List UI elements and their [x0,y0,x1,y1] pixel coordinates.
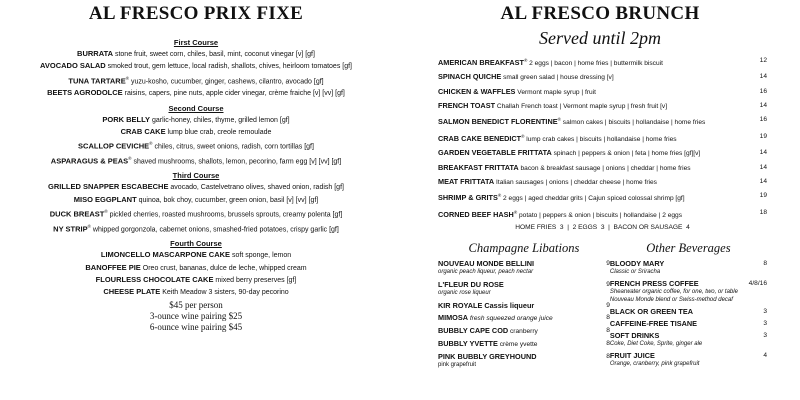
item-desc: whipped gorgonzola, cabernet onions, smashed-fried potatoes, crispy garlic [gf] [92,225,339,233]
brunch-item: AMERICAN BREAKFAST® 2 eggs | bacon | home fries | buttermilk biscuit 12 [438,54,767,70]
item-desc: Shearwater organic coffee, for one, two, or table [609,289,738,296]
item-desc: Vermont maple syrup | fruit [517,88,596,96]
item-price: 3 [763,320,767,328]
item-price: 16 [759,87,767,95]
brunch-item [438,146,767,160]
item-name: CHICKEN & WAFFLES [438,86,516,96]
menu-item: DUCK BREAST® pickled cherries, roasted mushrooms, brussels sprouts, creamy polenta [gf] [49,208,343,219]
item-name: CAFFEINE-FREE TISANE [609,319,698,329]
item-price: 9 [606,281,610,289]
item-name: FLOURLESS CHOCOLATE CAKE [95,274,214,284]
menu-item: NY STRIP® whipped gorgonzola, cabernet onions, smashed-fried potatoes, crispy garlic [gf] [53,223,339,233]
item-desc: 2 eggs | bacon | home fries | buttermilk biscuit [529,60,663,68]
item-name: PORK BELLY [102,114,151,124]
item-price: 8 [606,353,610,361]
item-price: 19 [759,192,767,200]
drink-item [610,259,767,276]
brunch-menu [400,0,800,400]
drink-item [438,339,610,349]
item-desc-2: Nouveau Monde blend or Swiss-method decaf [609,297,733,304]
item-name: KIR ROYALE Cassis liqueur [438,301,535,311]
brunch-item [438,161,767,175]
item-name: FRUIT JUICE [609,351,655,361]
item-desc: Orange, cranberry, pink grapefruit [609,361,700,368]
menu-item: ASPARAGUS & PEAS® shaved mushrooms, shallots, lemon, pecorino, farm egg [v] [vv] [gf] [50,155,342,166]
item-name: BUBBLY YVETTE [438,339,498,349]
item-name: BLACK OR GREEN TEA [609,307,693,317]
item-desc: pickled cherries, roasted mushrooms, brussels sprouts, creamy polenta [gf] [109,211,343,219]
item-name: AVOCADO SALAD [40,61,106,71]
brunch-subtitle: Served until 2pm [539,28,661,48]
item-desc: bacon & breakfast sausage | onions | cheddar | home fries [520,164,691,172]
item-name: DUCK BREAST [49,209,105,219]
price-per-person: $45 per person [169,300,223,311]
drink-item [610,351,767,368]
champagne-title: Champagne Libations [468,241,580,256]
drink-item [438,352,610,370]
item-desc: potato | peppers & onion | biscuits | hollandaise | 2 eggs [518,211,682,219]
item-name: AMERICAN BREAKFAST [438,58,524,68]
item-price: 8 [606,314,610,322]
item-price: 9 [606,260,610,268]
drink-item [438,280,610,298]
item-desc: stone fruit, sweet corn, chiles, basil, mint, coconut vinegar [v] [gf] [114,51,315,58]
item-price: 8 [606,340,610,348]
item-name: CORNED BEEF HASH [438,209,514,219]
item-name: GRILLED SNAPPER ESCABECHE [48,182,169,192]
item-name: CHEESE PLATE [103,287,161,297]
item-name: BREAKFAST FRITTATA [438,162,519,172]
brunch-item: CRAB CAKE BENEDICT® lump crab cakes | biscuits | hollandaise | home fries 19 [438,130,767,146]
menu-item [0,114,392,126]
item-name: BLOODY MARY [609,259,665,269]
item-desc: soft sponge, lemon [231,252,292,260]
item-name: BANOFFEE PIE [85,262,141,272]
item-desc: salmon cakes | biscuits | hollandaise | home fries [562,119,706,127]
item-name: CRAB CAKE [120,126,166,136]
item-name: SCALLOP CEVICHE [78,141,150,151]
item-desc: mixed berry preserves [gf] [215,276,297,284]
course-second [0,103,392,168]
item-price: 4/8/16 [748,280,767,288]
item-name: CRAB CAKE BENEDICT [438,134,522,144]
item-desc: Keith Meadow 3 sisters, 90-day pecorino [162,289,289,297]
menu-item [0,48,392,60]
item-desc: avocado, Castelvetrano olives, shaved onion, radish [gf] [170,184,344,192]
drink-item [610,319,767,328]
item-desc: lump crab cakes | biscuits | hollandaise | home fries [526,136,677,144]
item-desc: Oreo crust, bananas, dulce de leche, whipped cream [142,264,307,272]
course-first [0,37,392,100]
item-inline-desc: crème yvette [499,341,538,349]
item-price: 8 [763,260,767,268]
menu-item [0,249,392,261]
menu-item [0,87,392,99]
item-name: BURRATA [77,49,114,58]
brunch-item [438,70,767,84]
menu-item [0,194,392,206]
item-price: 18 [759,208,767,216]
brunch-item: SHRIMP & GRITS® 2 eggs | aged cheddar grits | Cajun spiced colossal shrimp [gf] 19 [438,189,767,205]
price-6oz-pairing: 6-ounce wine pairing $45 [149,322,243,333]
item-name: SOFT DRINKS [609,331,660,341]
item-desc: garlic-honey, chiles, thyme, grilled lemon [gf] [152,116,290,124]
item-desc: shaved mushrooms, shallots, lemon, pecorino, farm egg [v] [vv] [gf] [133,158,342,166]
item-price: 3 [763,308,767,316]
item-name: FRENCH PRESS COFFEE [609,279,699,289]
item-price: 4 [763,352,767,360]
item-price: 12 [759,57,767,64]
price-3oz-pairing: 3-ounce wine pairing $25 [149,311,243,322]
drink-columns [400,240,800,373]
item-name: PINK BUBBLY GREYHOUND [438,352,537,362]
item-desc: Challah French toast | Vermont maple syrup | fresh fruit [v] [496,103,668,111]
item-desc: organic peach liqueur, peach nectar [438,269,534,276]
brunch-title: AL FRESCO BRUNCH [500,3,700,24]
prix-fixe-menu [0,0,392,400]
item-inline-desc: cranberry [510,328,538,336]
drink-item [610,279,767,304]
item-price: 14 [759,149,767,157]
item-desc: pink grapefruit [438,362,477,369]
menu-item [0,262,392,274]
item-desc: raisins, capers, pine nuts, apple cider vinegar, crème fraiche [v] [vv] [gf] [124,90,345,98]
menu-item [0,286,392,298]
item-price: 3 [763,332,767,340]
item-name: BUBBLY CAPE COD [438,326,509,336]
item-desc: spinach | peppers & onion | feta | home fries [gf][v] [553,150,701,158]
item-desc: lump blue crab, creole remoulade [167,128,272,136]
item-name: TUNA TARTARE [68,75,126,85]
item-name: ASPARAGUS & PEAS [50,156,129,166]
brunch-item [438,85,767,99]
item-name: BEETS AGRODOLCE [47,88,123,98]
champagne-column [438,240,610,373]
item-desc: yuzu-kosho, cucumber, ginger, cashews, cilantro, avocado [gf] [131,77,324,85]
item-desc: Coke, Diet Coke, Sprite, ginger ale [609,341,703,348]
item-name: MIMOSA [438,313,468,323]
item-price: 14 [759,102,767,110]
sides-line: HOME FRIES 3 | 2 EGGS 3 | BACON OR SAUSAGE 4 [515,224,690,232]
item-name: NY STRIP [53,223,88,233]
item-name: MISO EGGPLANT [73,194,137,204]
item-name: LIMONCELLO MASCARPONE CAKE [100,250,231,260]
drink-item [438,301,610,310]
item-name: GARDEN VEGETABLE FRITTATA [438,148,552,158]
item-price: 14 [759,73,767,81]
item-price: 8 [606,327,610,335]
drink-item [438,326,610,336]
beverages-column [610,240,767,373]
course-heading: Second Course [168,103,224,113]
drink-item [438,259,610,277]
item-price: 14 [759,163,767,171]
menu-item [0,181,392,193]
item-price: 19 [759,132,767,140]
item-name: NOUVEAU MONDE BELLINI [438,259,535,269]
menu-item [0,60,392,72]
item-desc: quinoa, bok choy, cucumber, green onion, basil [v] [vv] [gf] [138,196,319,204]
prix-fixe-title: AL FRESCO PRIX FIXE [88,3,304,24]
item-desc: small green salad | house dressing [v] [503,74,614,82]
menu-item [0,274,392,286]
item-desc: smoked trout, gem lettuce, local radish, shallots, chives, heirloom tomatoes [gf] [107,63,352,71]
brunch-item: CORNED BEEF HASH® potato | peppers & onion | biscuits | hollandaise | 2 eggs 18 [438,206,767,222]
item-name: L'FLEUR DU ROSE [438,280,504,290]
menu-item [0,126,392,138]
item-desc: Italian sausages | onions | cheddar cheese | home fries [496,178,657,186]
item-desc: organic rose liqueur [438,290,491,297]
item-price: 9 [606,302,610,310]
drink-item [610,331,767,348]
item-name: FRENCH TOAST [438,101,496,111]
drink-item [438,313,610,323]
drink-item [610,307,767,316]
pricing [0,300,392,333]
item-desc: chiles, citrus, sweet onions, radish, corn tortillas [gf] [154,143,314,151]
brunch-item [438,99,767,113]
course-heading: Third Course [172,171,220,181]
brunch-item: SALMON BENEDICT FLORENTINE® salmon cakes | biscuits | hollandaise | home fries 16 [438,113,767,129]
item-desc: Classic or Sriracha [609,269,661,276]
item-name: SPINACH QUICHE [438,72,502,82]
course-third [0,170,392,235]
brunch-item [438,175,767,189]
menu-item: SCALLOP CEVICHE® chiles, citrus, sweet onions, radish, corn tortillas [gf] [78,141,314,151]
item-desc: 2 eggs | aged cheddar grits | Cajun spiced colossal shrimp [gf] [503,195,685,203]
course-heading: Fourth Course [170,239,222,249]
item-price: 14 [759,177,767,185]
menu-item: TUNA TARTARE® yuzu-kosho, cucumber, ginger, cashews, cilantro, avocado [gf] [68,75,324,85]
brunch-list [400,54,800,234]
course-heading: First Course [173,38,219,47]
item-price: 16 [759,116,767,124]
beverages-title: Other Beverages [646,241,731,256]
course-fourth [0,238,392,298]
item-inline-desc: fresh squeezed orange juice [469,315,553,323]
item-name: SALMON BENEDICT FLORENTINE [438,117,558,127]
item-name: SHRIMP & GRITS [438,193,498,203]
item-name: MEAT FRITTATA [438,176,495,186]
